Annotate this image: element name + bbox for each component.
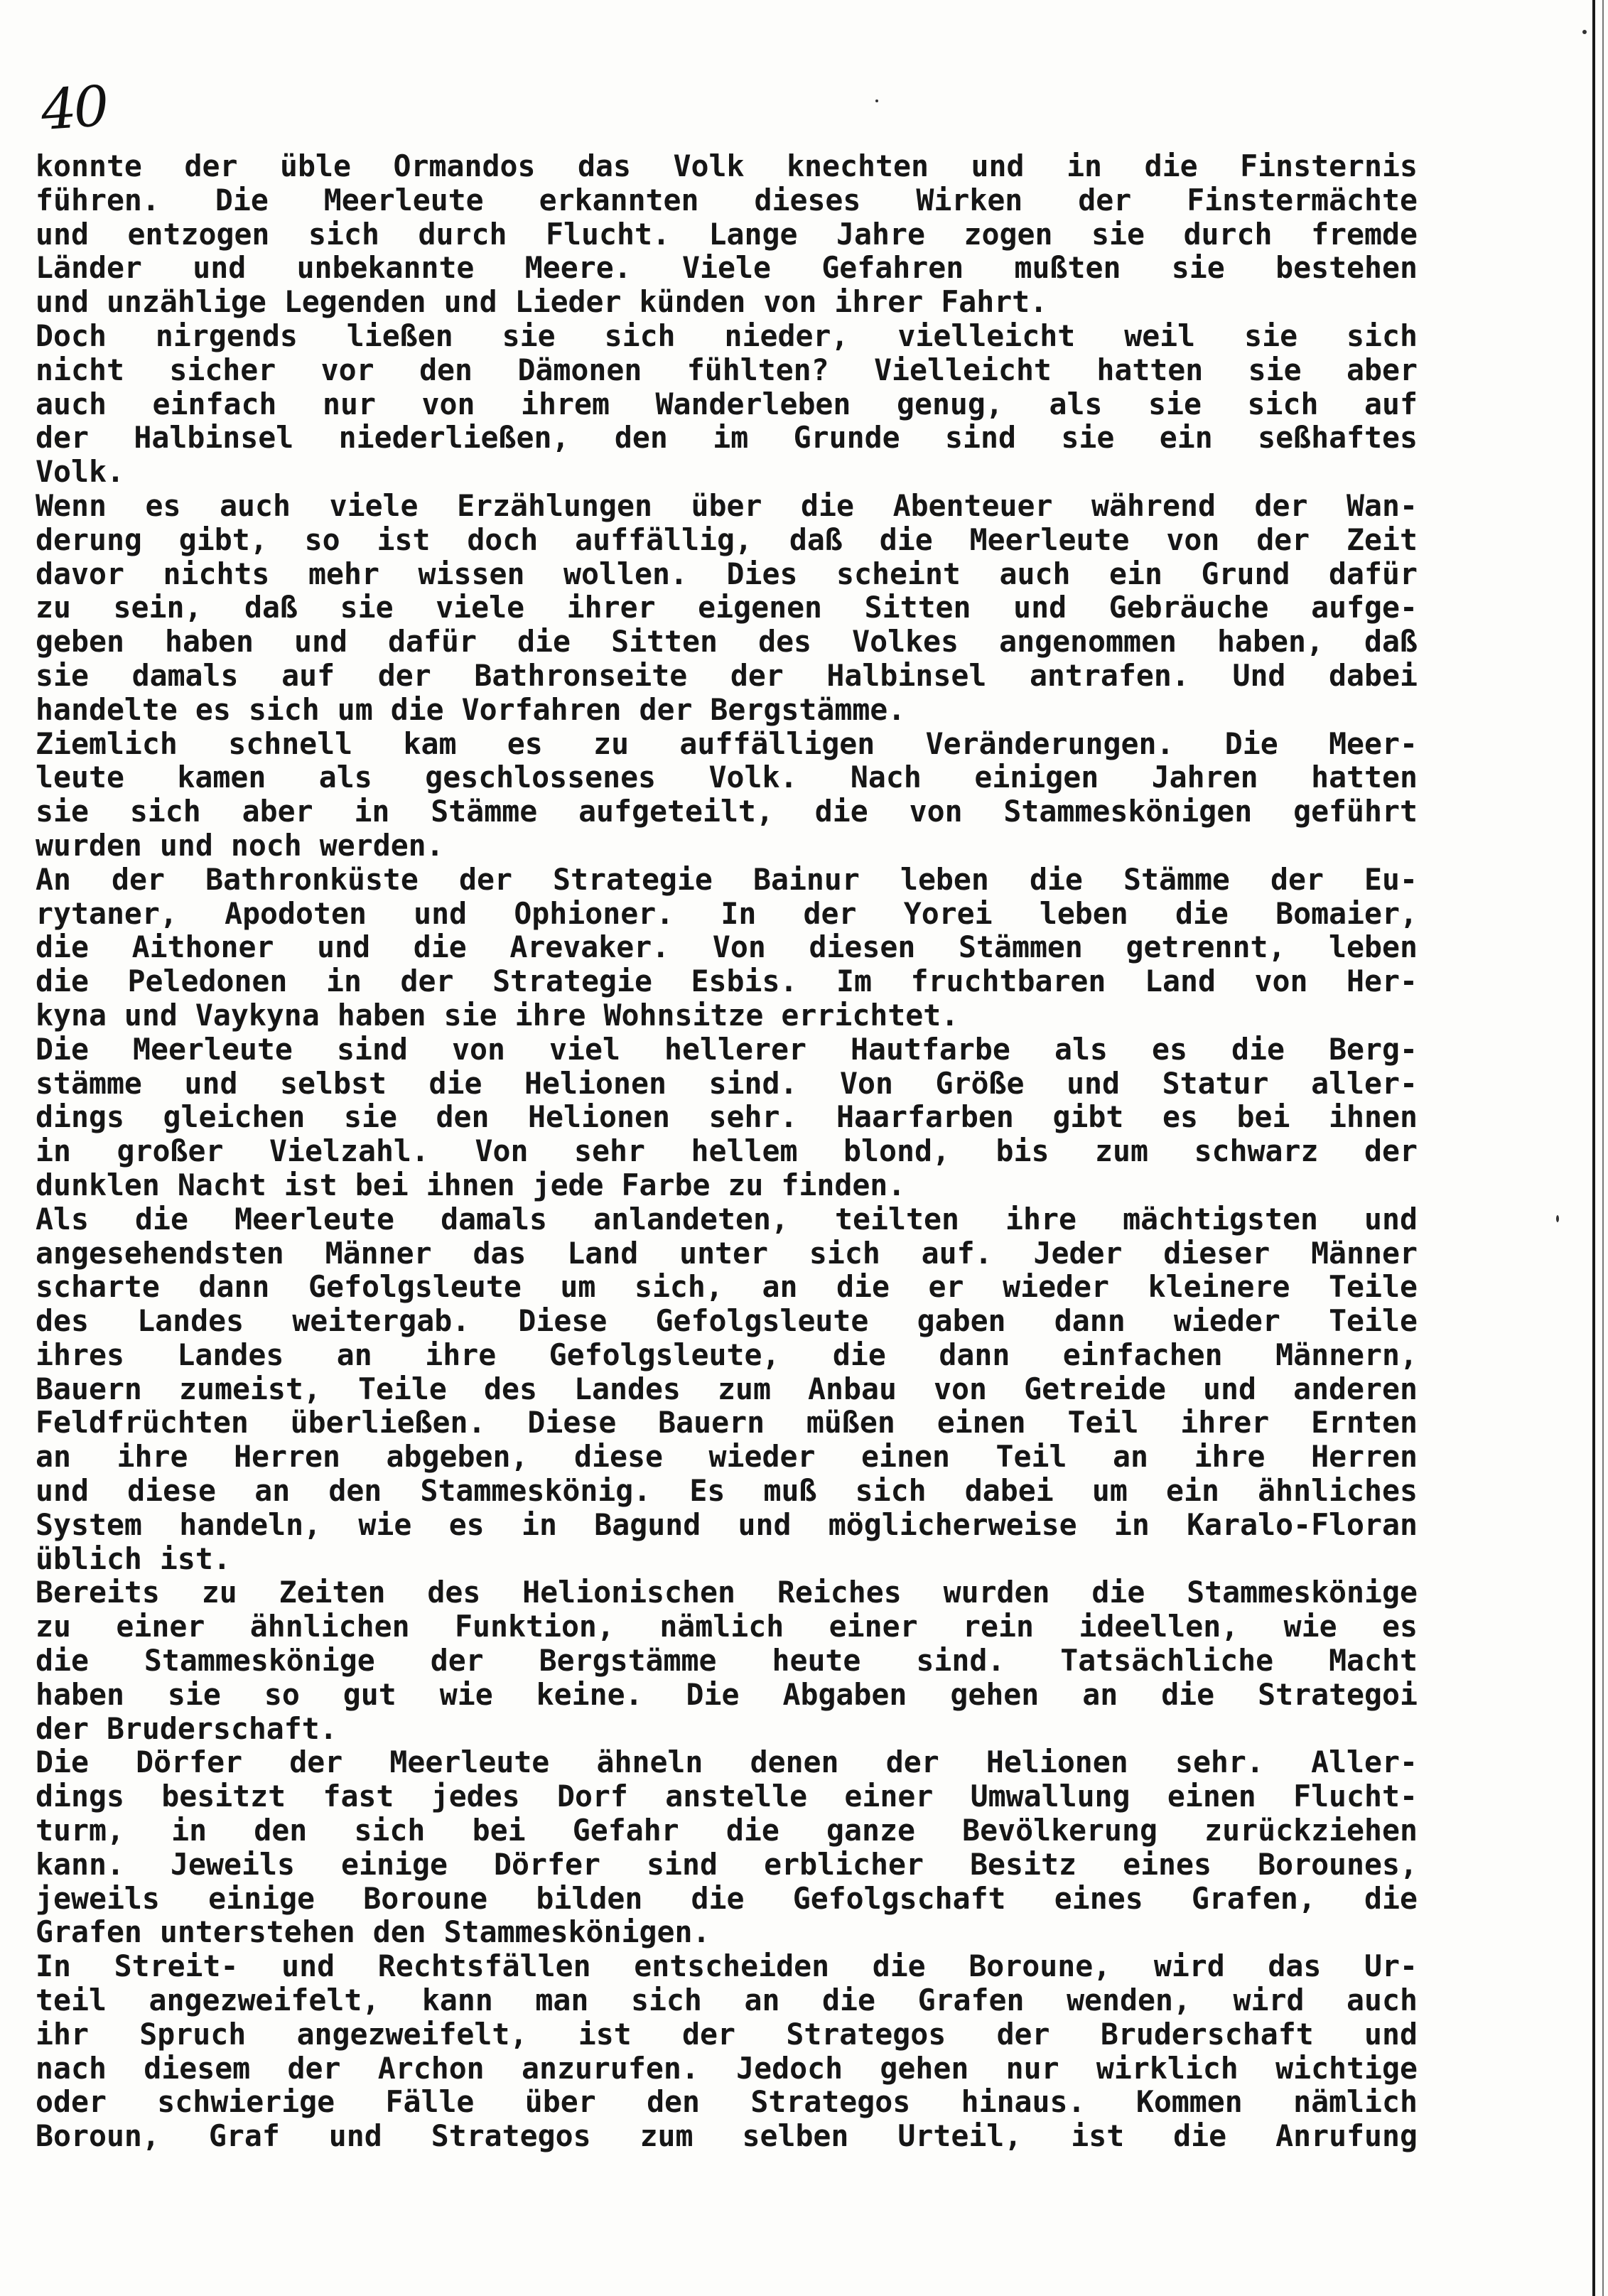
text-line: dunklen Nacht ist bei ihnen jede Farbe zu finden. — [36, 1167, 906, 1202]
text-line: Als die Meerleute damals anlandeten, teilten ihre mächtigsten und — [36, 1201, 1418, 1236]
text-line: Die Meerleute sind von viel hellerer Hautfarbe als es die Berg- — [36, 1031, 1418, 1067]
text-line: scharte dann Gefolgsleute um sich, an die er wieder kleinere Teile — [36, 1269, 1418, 1305]
text-line: rytaner, Apodoten und Ophioner. In der Yorei leben die Bomaier, — [36, 895, 1418, 931]
text-line: nicht sicher vor den Dämonen fühlten? Vielleicht hatten sie aber — [36, 352, 1418, 387]
scan-speck — [1582, 30, 1587, 34]
text-line: Boroun, Graf und Strategos zum selben Urteil, ist die Anrufung — [36, 2118, 1418, 2154]
text-line: leute kamen als geschlossenes Volk. Nach einigen Jahren hatten — [36, 760, 1418, 795]
text-line: sie sich aber in Stämme aufgeteilt, die von Stammeskönigen geführt — [36, 794, 1418, 829]
text-line: Ziemlich schnell kam es zu auffälligen Veränderungen. Die Meer- — [36, 726, 1418, 761]
text-line: zu sein, daß sie viele ihrer eigenen Sitten und Gebräuche aufge- — [36, 590, 1418, 625]
text-line: Wenn es auch viele Erzählungen über die Abenteuer während der Wan- — [36, 487, 1418, 523]
text-line: zu einer ähnlichen Funktion, nämlich einer rein ideellen, wie es — [36, 1609, 1418, 1644]
text-line: davor nichts mehr wissen wollen. Dies scheint auch ein Grund dafür — [36, 556, 1418, 591]
text-line: Bauern zumeist, Teile des Landes zum Anbau von Getreide und anderen — [36, 1371, 1418, 1406]
scan-speck — [875, 99, 878, 102]
text-line: und diese an den Stammeskönig. Es muß sich dabei um ein ähnliches — [36, 1473, 1418, 1509]
scan-edge-line — [1592, 0, 1595, 2296]
text-line: kyna und Vaykyna haben sie ihre Wohnsitze errichtet. — [36, 997, 959, 1033]
text-line: in großer Vielzahl. Von sehr hellem blond, bis zum schwarz der — [36, 1133, 1418, 1169]
text-line: ihr Spruch angezweifelt, ist der Strategos der Bruderschaft und — [36, 2016, 1418, 2052]
text-line: üblich ist. — [36, 1541, 231, 1576]
text-line: Die Dörfer der Meerleute ähneln denen der Helionen sehr. Aller- — [36, 1745, 1418, 1780]
text-line: nach diesem der Archon anzurufen. Jedoch gehen nur wirklich wichtige — [36, 2050, 1418, 2086]
text-line: der Bruderschaft. — [36, 1710, 338, 1746]
text-line: führen. Die Meerleute erkannten dieses Wirken der Finstermächte — [36, 182, 1418, 217]
text-line: Feldfrüchten überließen. Diese Bauern müßen einen Teil ihrer Ernten — [36, 1405, 1418, 1440]
text-line: handelte es sich um die Vorfahren der Bergstämme. — [36, 691, 906, 727]
text-line: jeweils einige Boroune bilden die Gefolgschaft eines Grafen, die — [36, 1880, 1418, 1916]
page-number: 40 — [38, 74, 109, 144]
text-line: derung gibt, so ist doch auffällig, daß die Meerleute von der Zeit — [36, 522, 1418, 557]
text-line: dings gleichen sie den Helionen sehr. Haarfarben gibt es bei ihnen — [36, 1099, 1418, 1135]
text-line: Doch nirgends ließen sie sich nieder, vielleicht weil sie sich — [36, 318, 1418, 353]
text-line: an ihre Herren abgeben, diese wieder einen Teil an ihre Herren — [36, 1439, 1418, 1475]
text-line: und entzogen sich durch Flucht. Lange Jahre zogen sie durch fremde — [36, 216, 1418, 252]
text-line: stämme und selbst die Helionen sind. Von Größe und Statur aller- — [36, 1065, 1418, 1101]
scan-edge-line-secondary — [1602, 0, 1604, 2296]
text-line: angesehendsten Männer das Land unter sich auf. Jeder dieser Männer — [36, 1235, 1418, 1271]
text-line: die Stammeskönige der Bergstämme heute sind. Tatsächliche Macht — [36, 1643, 1418, 1678]
text-line: geben haben und dafür die Sitten des Volkes angenommen haben, daß — [36, 624, 1418, 659]
body-text — [36, 149, 1418, 2153]
text-line: konnte der üble Ormandos das Volk knechten und in die Finsternis — [36, 149, 1418, 183]
text-line: haben sie so gut wie keine. Die Abgaben gehen an die Strategoi — [36, 1676, 1418, 1712]
text-line: System handeln, wie es in Bagund und möglicherweise in Karalo-Floran — [36, 1507, 1418, 1542]
text-line: Grafen unterstehen den Stammeskönigen. — [36, 1914, 711, 1950]
text-line: turm, in den sich bei Gefahr die ganze Bevölkerung zurückziehen — [36, 1813, 1418, 1848]
text-line: oder schwierige Fälle über den Strategos hinaus. Kommen nämlich — [36, 2084, 1418, 2120]
text-line: Bereits zu Zeiten des Helionischen Reiches wurden die Stammeskönige — [36, 1575, 1418, 1610]
text-line: und unzählige Legenden und Lieder künden von ihrer Fahrt. — [36, 284, 1048, 320]
text-line: An der Bathronküste der Strategie Bainur leben die Stämme der Eu- — [36, 861, 1418, 897]
scan-speck — [1556, 1215, 1559, 1222]
text-line: ihres Landes an ihre Gefolgsleute, die dann einfachen Männern, — [36, 1337, 1418, 1372]
text-line: die Aithoner und die Arevaker. Von diesen Stämmen getrennt, leben — [36, 929, 1418, 965]
text-line: dings besitzt fast jedes Dorf anstelle einer Umwallung einen Flucht- — [36, 1779, 1418, 1814]
text-line: sie damals auf der Bathronseite der Halbinsel antrafen. Und dabei — [36, 657, 1418, 693]
text-line: die Peledonen in der Strategie Esbis. Im fruchtbaren Land von Her- — [36, 964, 1418, 999]
text-line: In Streit- und Rechtsfällen entscheiden die Boroune, wird das Ur- — [36, 1949, 1418, 1984]
text-line: wurden und noch werden. — [36, 827, 444, 863]
text-line: des Landes weitergab. Diese Gefolgsleute gaben dann wieder Teile — [36, 1303, 1418, 1339]
text-line: kann. Jeweils einige Dörfer sind erblicher Besitz eines Borounes, — [36, 1846, 1418, 1882]
text-line: Länder und unbekannte Meere. Viele Gefahren mußten sie bestehen — [36, 250, 1418, 286]
text-line: Volk. — [36, 454, 124, 490]
text-line: der Halbinsel niederließen, den im Grunde sind sie ein seßhaftes — [36, 420, 1418, 456]
text-line: teil angezweifelt, kann man sich an die Grafen wenden, wird auch — [36, 1983, 1418, 2018]
text-line: auch einfach nur von ihrem Wanderleben genug, als sie sich auf — [36, 386, 1418, 421]
